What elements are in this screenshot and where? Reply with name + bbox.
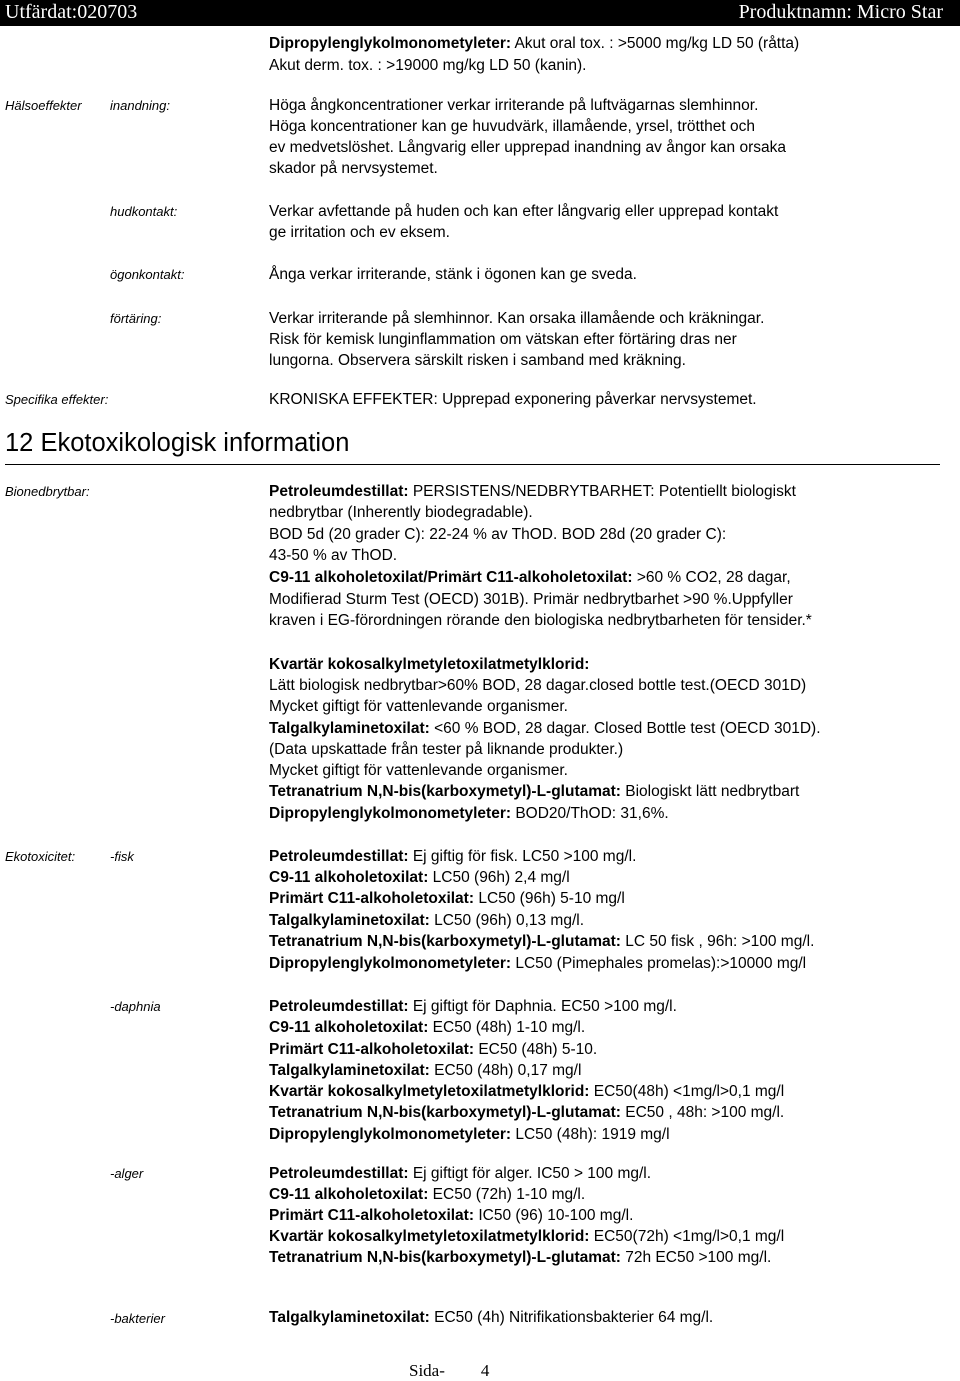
header-bar: [0, 0, 960, 26]
bio-line-6: Modifierad Sturm Test (OECD) 301B). Primär nedbrytbarhet >90 %.Uppfyller: [269, 591, 793, 608]
kvartar-line-1: Lätt biologisk nedbrytbar>60% BOD, 28 dagar.closed bottle test.(OECD 301D): [269, 677, 807, 694]
bio-line-5: C9-11 alkoholetoxilat/Primärt C11-alkoholetoxilat: >60 % CO2, 28 dagar,: [269, 569, 791, 586]
talg-line-1: Talgalkylaminetoxilat: <60 % BOD, 28 dagar. Closed Bottle test (OECD 301D).: [269, 720, 821, 737]
kvartar-heading: Kvartär kokosalkylmetyletoxilatmetylklorid:: [269, 656, 590, 673]
daphnia-line: Kvartär kokosalkylmetyletoxilatmetylklorid: EC50(48h) <1mg/l>0,1 mg/l: [269, 1083, 785, 1100]
bio-line-7: kraven i EG-förordningen rörande den biologiska nedbrytbarheten för tensider.*: [269, 612, 812, 629]
section-divider: [5, 464, 940, 465]
inandning-line-4: skador på nervsystemet.: [269, 160, 438, 177]
fortaring-label: förtäring:: [110, 311, 162, 326]
specifika-effekter-line: KRONISKA EFFEKTER: Upprepad exponering påverkar nervsystemet.: [269, 391, 757, 408]
ekotoxicitet-label: Ekotoxicitet:: [5, 849, 76, 864]
inandning-label: inandning:: [110, 98, 170, 113]
page-label: Sida-: [409, 1361, 445, 1380]
alger-line: Tetranatrium N,N-bis(karboxymetyl)-L-glutamat: 72h EC50 >100 mg/l.: [269, 1249, 772, 1266]
fisk-line: Primärt C11-alkoholetoxilat: LC50 (96h) 5-10 mg/l: [269, 890, 625, 907]
fisk-line: C9-11 alkoholetoxilat: LC50 (96h) 2,4 mg/l: [269, 869, 570, 886]
fortaring-line-3: lungorna. Observera särskilt risken i samband med kräkning.: [269, 352, 686, 369]
glutamat-bio-line: Tetranatrium N,N-bis(karboxymetyl)-L-glutamat: Biologiskt lätt nedbrytbart: [269, 783, 800, 800]
daphnia-label: -daphnia: [110, 999, 161, 1014]
bio-line-2: nedbrytbar (Inherently biodegradable).: [269, 504, 533, 521]
fisk-line: Talgalkylaminetoxilat: LC50 (96h) 0,13 mg/l.: [269, 912, 585, 929]
dipro-derm-line: Akut derm. tox. : >19000 mg/kg LD 50 (kanin).: [269, 57, 587, 74]
daphnia-line: Petroleumdestillat: Ej giftigt för Daphnia. EC50 >100 mg/l.: [269, 998, 677, 1015]
alger-line: Petroleumdestillat: Ej giftigt för alger. IC50 > 100 mg/l.: [269, 1165, 652, 1182]
inandning-line-3: ev medvetslöshet. Långvarig eller upprepad inandning av ångor kan orsaka: [269, 139, 787, 156]
bio-line-4: 43-50 % av ThOD.: [269, 547, 398, 564]
fisk-label: -fisk: [110, 849, 134, 864]
dipro-oral-line: Dipropylenglykolmonometyleter: Akut oral tox. : >5000 mg/kg LD 50 (råtta): [269, 35, 800, 52]
kvartar-line-2: Mycket giftigt för vattenlevande organismer.: [269, 698, 568, 715]
fortaring-line-2: Risk för kemisk lunginflammation om vätskan efter förtäring dras ner: [269, 331, 737, 348]
talg-line-2: (Data upskattade från tester på liknande produkter.): [269, 741, 624, 758]
inandning-line-2: Höga koncentrationer kan ge huvudvärk, illamående, yrsel, trötthet och: [269, 118, 755, 135]
specifika-effekter-label: Specifika effekter:: [5, 392, 109, 407]
bakterier-label: -bakterier: [110, 1311, 165, 1326]
alger-line: Primärt C11-alkoholetoxilat: IC50 (96) 10-100 mg/l.: [269, 1207, 634, 1224]
daphnia-line: Primärt C11-alkoholetoxilat: EC50 (48h) 5-10.: [269, 1041, 598, 1058]
inandning-line-1: Höga ångkoncentrationer verkar irriterande på luftvägarnas slemhinnor.: [269, 97, 759, 114]
bakterier-line: Talgalkylaminetoxilat: EC50 (4h) Nitrifikationsbakterier 64 mg/l.: [269, 1309, 714, 1326]
ogonkontakt-line: Ånga verkar irriterande, stänk i ögonen kan ge sveda.: [269, 266, 637, 283]
fortaring-line-1: Verkar irriterande på slemhinnor. Kan orsaka illamående och kräkningar.: [269, 310, 765, 327]
daphnia-line: Dipropylenglykolmonometyleter: LC50 (48h): 1919 mg/l: [269, 1126, 670, 1143]
page-number: 4: [480, 1361, 490, 1380]
ogonkontakt-label: ögonkontakt:: [110, 267, 185, 282]
bio-line-1: Petroleumdestillat: PERSISTENS/NEDBRYTBARHET: Potentiellt biologiskt: [269, 483, 796, 500]
fisk-line: Dipropylenglykolmonometyleter: LC50 (Pimephales promelas):>10000 mg/l: [269, 955, 807, 972]
alger-line: C9-11 alkoholetoxilat: EC50 (72h) 1-10 mg/l.: [269, 1186, 586, 1203]
alger-line: Kvartär kokosalkylmetyletoxilatmetylklorid: EC50(72h) <1mg/l>0,1 mg/l: [269, 1228, 785, 1245]
dipro-bio-line: Dipropylenglykolmonometyleter: BOD20/ThOD: 31,6%.: [269, 805, 669, 822]
halsoeffekter-label: Hälsoeffekter: [5, 98, 82, 113]
issue-date: Utfärdat:020703: [5, 1, 138, 23]
talg-line-3: Mycket giftigt för vattenlevande organismer.: [269, 762, 568, 779]
bio-line-3: BOD 5d (20 grader C): 22-24 % av ThOD. BOD 28d (20 grader C):: [269, 526, 727, 543]
daphnia-line: C9-11 alkoholetoxilat: EC50 (48h) 1-10 mg/l.: [269, 1019, 586, 1036]
product-name: Produktnamn: Micro Star: [738, 1, 943, 23]
page-footer: [409, 1361, 489, 1381]
daphnia-line: Tetranatrium N,N-bis(karboxymetyl)-L-glutamat: EC50 , 48h: >100 mg/l.: [269, 1104, 785, 1121]
daphnia-line: Talgalkylaminetoxilat: EC50 (48h) 0,17 mg/l: [269, 1062, 582, 1079]
hudkontakt-label: hudkontakt:: [110, 204, 178, 219]
alger-label: -alger: [110, 1166, 144, 1181]
hudkontakt-line-2: ge irritation och ev eksem.: [269, 224, 450, 241]
fisk-line: Petroleumdestillat: Ej giftig för fisk. LC50 >100 mg/l.: [269, 848, 637, 865]
fisk-line: Tetranatrium N,N-bis(karboxymetyl)-L-glutamat: LC 50 fisk , 96h: >100 mg/l.: [269, 933, 815, 950]
bionedbrytbar-label: Bionedbrytbar:: [5, 484, 90, 499]
hudkontakt-line-1: Verkar avfettande på huden och kan efter långvarig eller upprepad kontakt: [269, 203, 779, 220]
section-12-title: 12 Ekotoxikologisk information: [5, 429, 350, 457]
